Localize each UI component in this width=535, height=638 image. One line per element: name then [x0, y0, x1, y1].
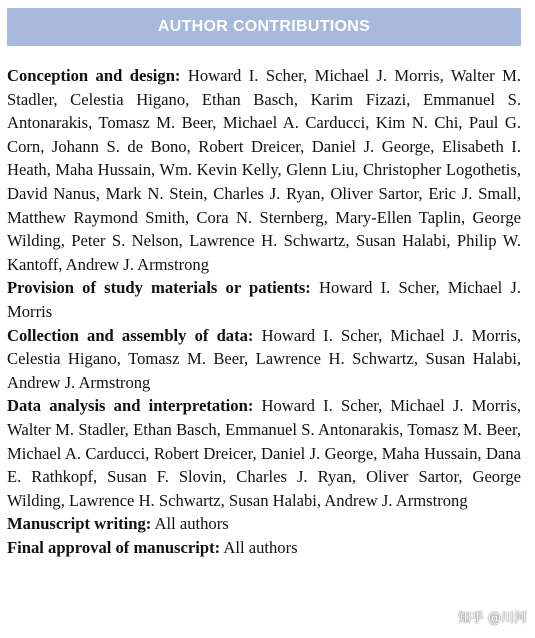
contribution-label: Manuscript writing: [7, 514, 152, 534]
contribution-label: Provision of study materials or patients: [7, 278, 311, 298]
contribution-label: Conception and design: [7, 66, 181, 85]
contribution-authors: All authors [223, 537, 298, 557]
contribution-authors: Howard I. Scher, Michael J. Morris, Walter M. Stadler, Ethan Basch, Emmanuel S. Antonarakis, Tomasz M. Beer, Michael A. Carducci, Robert Dreicer, Daniel J. George, Maha Hussain, Dana E. Rathkopf, Susan F. Slovin, Charles J. Ryan, Oliver Sartor, George Wilding, Lawrence H. Schwartz, Susan Halabi, Andrew J. Armstrong [7, 396, 522, 510]
contribution-authors: All authors [154, 514, 229, 534]
contribution-authors: Howard I. Scher, Michael J. Morris, Celestia Higano, Tomasz M. Beer, Lawrence H. Schwartz, Susan Halabi, Andrew J. Armstrong [7, 325, 521, 392]
contribution-approval [7, 536, 521, 560]
watermark: 知乎 @川河 [457, 611, 527, 626]
section-header [7, 8, 521, 46]
contribution-conception [7, 64, 521, 276]
contribution-provision [7, 276, 521, 323]
contribution-label: Final approval of manuscript: [7, 537, 221, 557]
contribution-collection [7, 324, 521, 395]
contribution-writing [7, 512, 521, 536]
contribution-authors: Howard I. Scher, Michael J. Morris [7, 278, 521, 321]
contribution-label: Collection and assembly of data: [7, 325, 254, 345]
contributions-list [7, 64, 521, 559]
contribution-label: Data analysis and interpretation: [7, 396, 254, 416]
contribution-authors: Howard I. Scher, Michael J. Morris, Walter M. Stadler, Celestia Higano, Ethan Basch, Karim Fizazi, Emmanuel S. Antonarakis, Tomasz M. Beer, Michael A. Carducci, Kim N. Chi, Paul G. Corn, Johann S. de Bono, Robert Dreicer, Daniel J. George, Elisabeth I. Heath, Maha Hussain, Wm. Kevin Kelly, Glenn Liu, Christopher Logothetis, David Nanus, Mark N. Stein, Charles J. Ryan, Oliver Sartor, Eric J. Small, Matthew Raymond Smith, Cora N. Sternberg, Mary-Ellen Taplin, George Wilding, Peter S. Nelson, Lawrence H. Schwartz, Susan Halabi, Philip W. Kantoff, Andrew J. Armstrong [7, 66, 521, 274]
section-title: AUTHOR CONTRIBUTIONS [157, 18, 371, 35]
contribution-analysis [7, 394, 521, 512]
